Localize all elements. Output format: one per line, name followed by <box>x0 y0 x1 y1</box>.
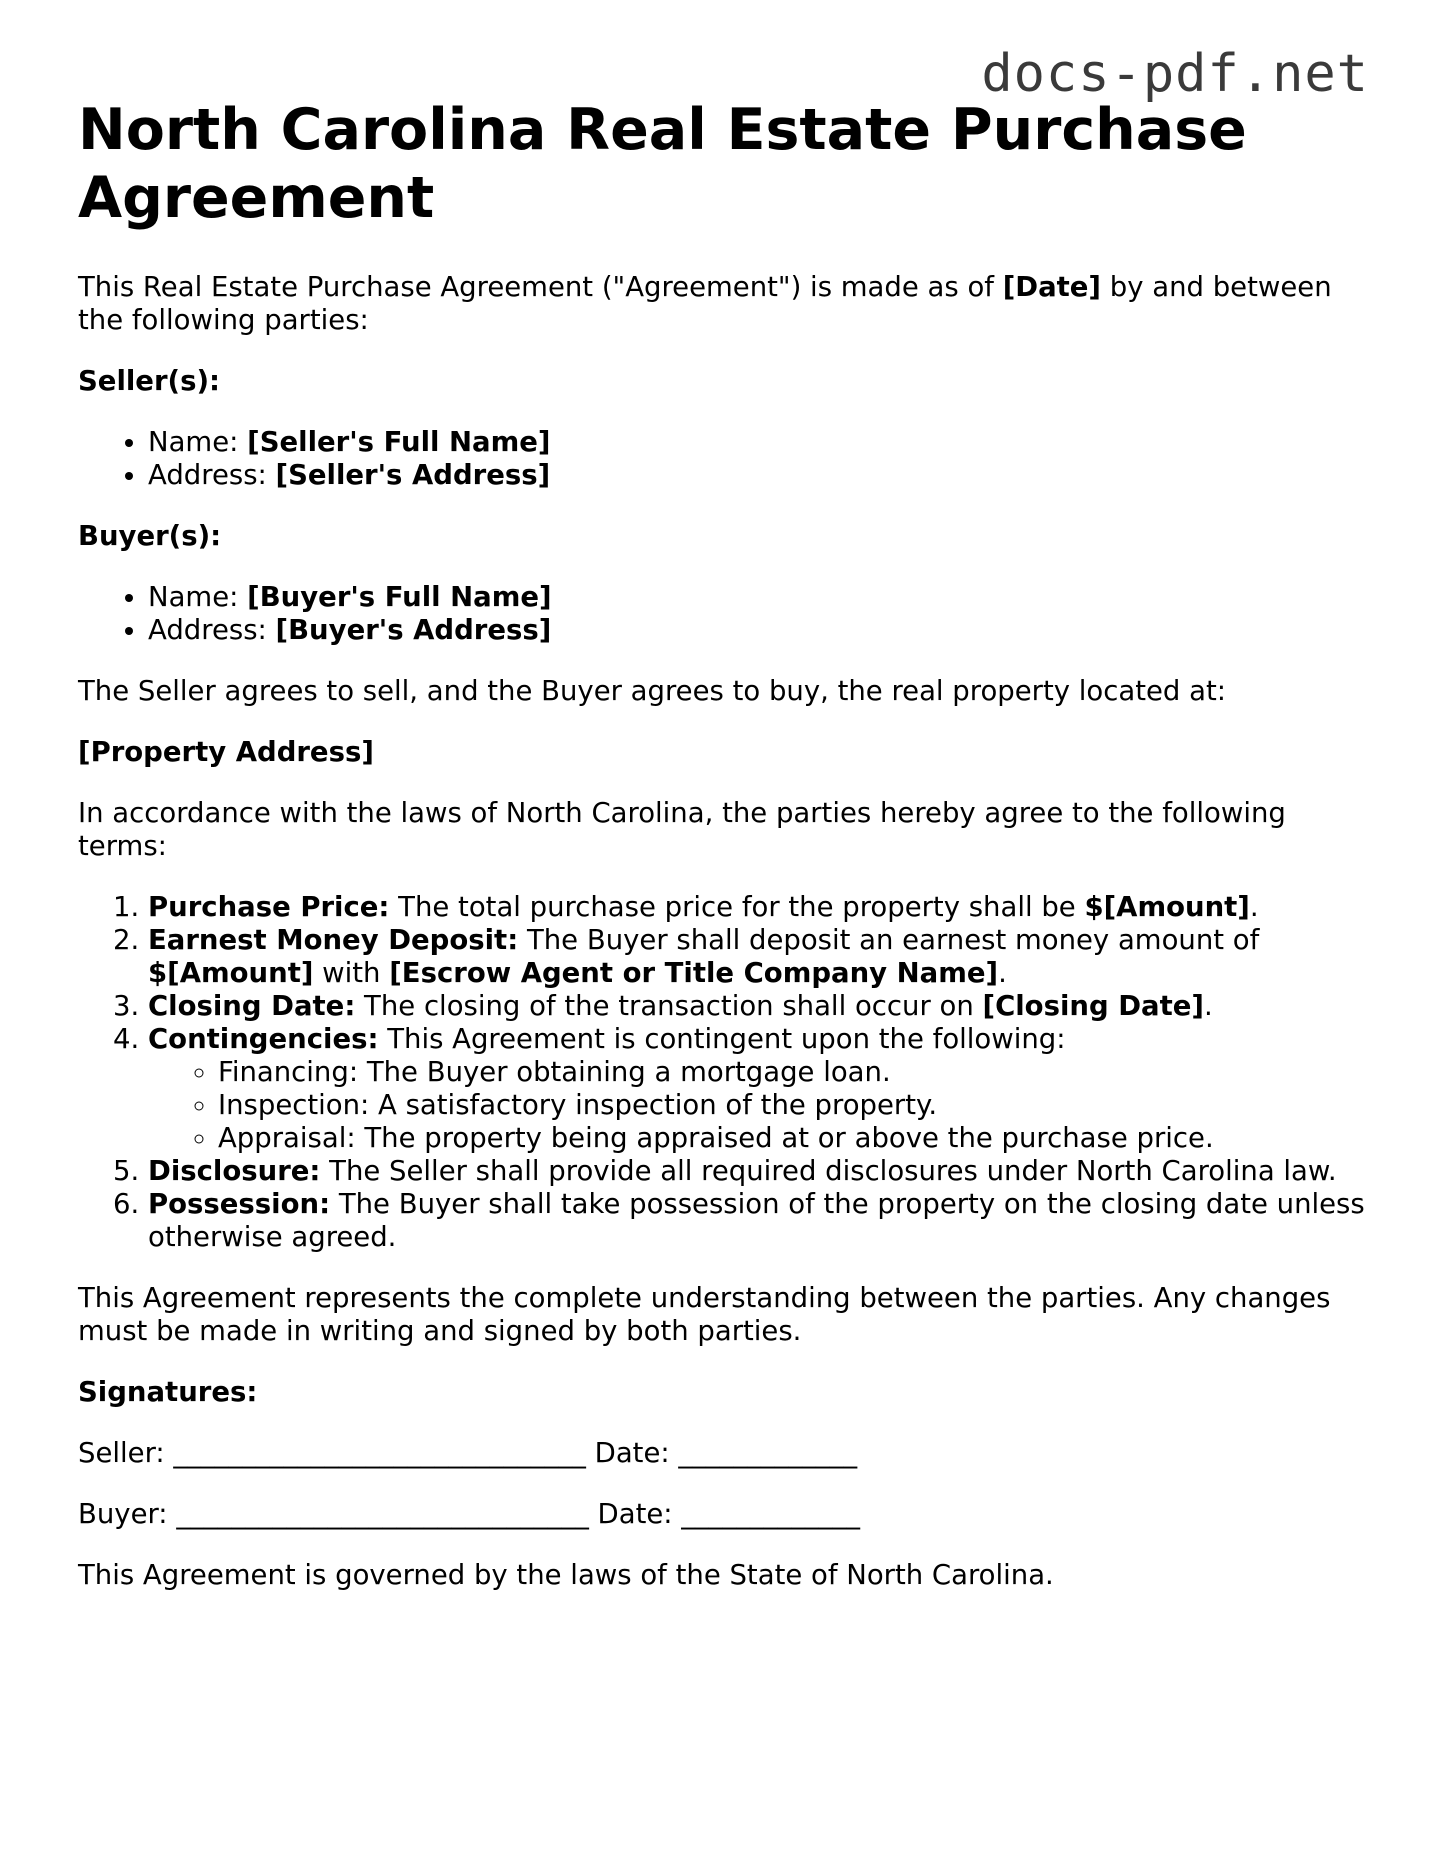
buyer-heading: Buyer(s): <box>78 520 222 552</box>
escrow-agent-placeholder: [Escrow Agent or Title Company Name] <box>389 957 999 989</box>
signatures-heading: Signatures: <box>78 1376 258 1408</box>
amount-placeholder: $[Amount] <box>1084 891 1250 923</box>
buyer-signature-line: Buyer: ______________________________ Date: _____________ <box>78 1498 861 1530</box>
buyer-name-label: Name: <box>148 581 248 613</box>
term-label: Possession: <box>148 1188 331 1220</box>
document-page <box>78 96 1368 1592</box>
term-contingencies <box>148 1023 1368 1155</box>
contingency-financing: ◦ Financing: The Buyer obtaining a mortgage loan. <box>218 1056 1368 1089</box>
term-text: The closing of the transaction shall occur on <box>355 990 983 1022</box>
seller-address-value: [Seller's Address] <box>275 459 551 491</box>
contingency-inspection: ◦ Inspection: A satisfactory inspection of the property. <box>218 1089 1368 1122</box>
term-end: . <box>1249 891 1259 923</box>
term-text: This Agreement is contingent upon the following: <box>378 1023 1066 1055</box>
complete-understanding-paragraph: This Agreement represents the complete understanding between the parties. Any changes must be made in writing and signed by both parties. <box>78 1282 1331 1347</box>
seller-heading: Seller(s): <box>78 365 221 397</box>
amount-placeholder: $[Amount] <box>148 957 314 989</box>
terms-list <box>78 891 1368 1254</box>
closing-date-placeholder: [Closing Date] <box>982 990 1204 1022</box>
term-text-mid: with <box>313 957 390 989</box>
date-placeholder: [Date] <box>1002 271 1102 303</box>
seller-name-label: Name: <box>148 426 248 458</box>
intro-text-after: by and between the following parties: <box>78 271 1332 336</box>
seller-signature-line: Seller: ______________________________ Date: _____________ <box>78 1437 858 1469</box>
intro-text-before: This Real Estate Purchase Agreement ("Agreement") is made as of <box>78 271 1003 303</box>
seller-address-item <box>148 459 1368 492</box>
term-possession <box>148 1188 1368 1254</box>
seller-address-label: Address: <box>148 459 276 491</box>
seller-name-value: [Seller's Full Name] <box>247 426 551 458</box>
term-text: The Buyer shall deposit an earnest money amount of <box>518 924 1260 956</box>
contingencies-list <box>148 1056 1368 1155</box>
term-text: The Seller shall provide all required disclosures under North Carolina law. <box>320 1155 1337 1187</box>
term-end: . <box>1203 990 1213 1022</box>
intro-paragraph <box>78 271 1368 337</box>
term-end: . <box>998 957 1007 989</box>
term-text: The Buyer shall take possession of the property on the closing date unless otherwise agreed. <box>148 1188 1365 1253</box>
contingency-appraisal: ◦ Appraisal: The property being appraised at or above the purchase price. <box>218 1122 1368 1155</box>
buyer-address-value: [Buyer's Address] <box>275 614 552 646</box>
buyer-name-value: [Buyer's Full Name] <box>247 581 552 613</box>
term-label: Purchase Price: <box>148 891 390 923</box>
buyer-name-item <box>148 581 1368 614</box>
term-label: Contingencies: <box>148 1023 379 1055</box>
term-label: Closing Date: <box>148 990 356 1022</box>
term-earnest-money <box>148 924 1368 990</box>
buyer-details <box>78 581 1368 647</box>
term-label: Earnest Money Deposit: <box>148 924 519 956</box>
term-label: Disclosure: <box>148 1155 321 1187</box>
term-purchase-price <box>148 891 1368 924</box>
seller-name-item <box>148 426 1368 459</box>
property-address: [Property Address] <box>78 736 374 768</box>
terms-intro: In accordance with the laws of North Carolina, the parties hereby agree to the following terms: <box>78 797 1286 862</box>
watermark: docs-pdf.net <box>981 44 1369 104</box>
term-closing-date <box>148 990 1368 1023</box>
document-title: North Carolina Real Estate Purchase Agreement <box>78 97 1247 231</box>
buyer-address-item <box>148 614 1368 647</box>
governing-law-paragraph: This Agreement is governed by the laws of the State of North Carolina. <box>78 1559 1054 1591</box>
buyer-address-label: Address: <box>148 614 276 646</box>
term-disclosure <box>148 1155 1368 1188</box>
term-text: The total purchase price for the property shall be <box>389 891 1085 923</box>
property-intro: The Seller agrees to sell, and the Buyer agrees to buy, the real property located at: <box>78 675 1227 707</box>
seller-details <box>78 426 1368 492</box>
